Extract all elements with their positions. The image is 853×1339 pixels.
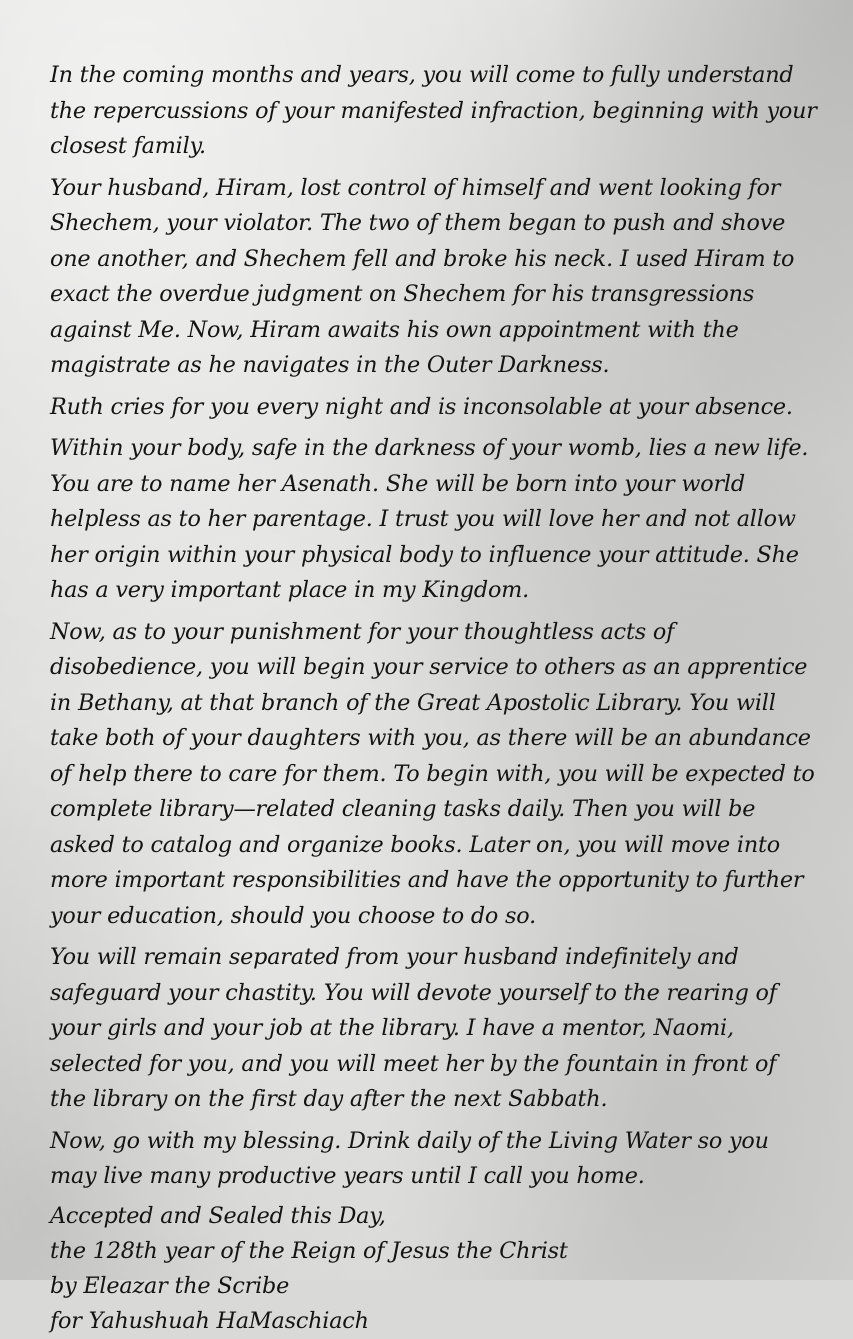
- paragraph-repercussions: In the coming months and years, you will come to fully understand the repercussions of your manifested infraction, beginning with your closest family.: [50, 62, 817, 159]
- paragraph-asenath: Within your body, safe in the darkness of your womb, lies a new life. You are to name her Asenath. She will be born into your world helpless as to her parentage. I trust you will love her and not allow her origin within your physical body to influence your attitude. She has a very important place in my Kingdom.: [50, 435, 809, 603]
- paragraph-separation: You will remain separated from your husband indefinitely and safeguard your chastity. You will devote yourself to the rearing of your girls and your job at the library. I have a mentor, Naomi, selected for you, and you will meet her by the fountain in front of the library on the first day after the next Sabbath.: [50, 944, 777, 1112]
- signature-block: [50, 1199, 819, 1339]
- paragraph-ruth: Ruth cries for you every night and is inconsolable at your absence.: [50, 393, 793, 420]
- signature-scribe-line: by Eleazar the Scribe: [50, 1272, 290, 1299]
- signature-accepted-line: Accepted and Sealed this Day,: [50, 1202, 386, 1229]
- paragraph-punishment: Now, as to your punishment for your thoughtless acts of disobedience, you will begin your service to others as an apprentice in Bethany, at that branch of the Great Apostolic Library. You will take both of your daughters with you, as there will be an abundance of help there to care for them. To begin with, you will be expected to complete library—related cleaning tasks daily. Then you will be asked to catalog and organize books. Later on, you will move into more important responsibilities and have the opportunity to further your education, should you choose to do so.: [50, 618, 815, 929]
- signature-for-line: for Yahushuah HaMaschiach: [50, 1307, 369, 1334]
- signature-reign-line: the 128th year of the Reign of Jesus the Christ: [50, 1237, 568, 1264]
- paragraph-blessing: Now, go with my blessing. Drink daily of the Living Water so you may live many productive years until I call you home.: [50, 1127, 769, 1189]
- letter-body: [50, 58, 819, 1195]
- paragraph-husband-hiram: Your husband, Hiram, lost control of himself and went looking for Shechem, your violator. The two of them began to push and shove one another, and Shechem fell and broke his neck. I used Hiram to exact the overdue judgment on Shechem for his transgressions against Me. Now, Hiram awaits his own appointment with the magistrate as he navigates in the Outer Darkness.: [50, 174, 795, 378]
